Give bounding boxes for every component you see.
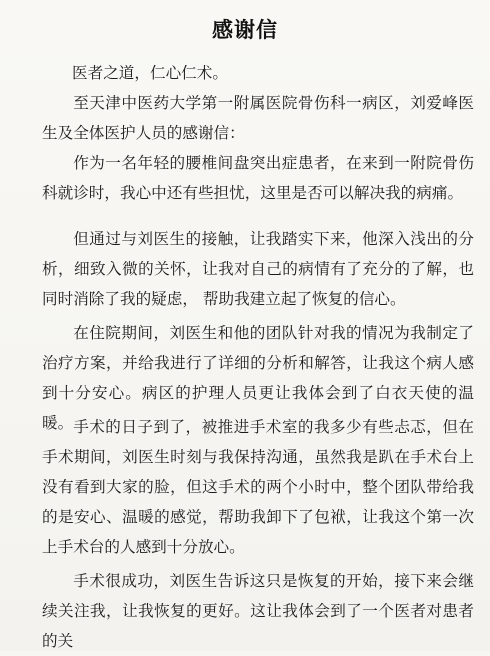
body-paragraph-5: 手术很成功，刘医生告诉这只是恢复的开始，接下来会继续关注我，让我恢复的更好。这让我体会到了一个医者对患者的关 [42,572,474,650]
body-paragraph-3: 在住院期间，刘医生和他的团队针对我的情况为我制定了治疗方案，并给我进行了详细的分析和解答，让我这个病人感到十分安心。病区的护理人员更让我体会到了白衣天使的温暖。 [42,324,474,432]
body-paragraph-2: 但通过与刘医生的接触，让我踏实下来，他深入浅出的分析，细致入微的关怀，让我对自己的病情有了充分的了解，也同时消除了我的疑虑， 帮助我建立起了恢复的信心。 [42,230,474,308]
body-paragraph-4: 手术的日子到了，被推进手术室的我多少有些忐忑，但在手术期间，刘医生时刻与我保持沟通，虽然我是趴在手术台上没有看到大家的脸，但这手术的两个小时中，整个团队带给我的是安心、温暖的感觉，帮助我卸下了包袱，让我这个第一次上手术台的人感到十分放心。 [42,418,474,556]
body-paragraph-1: 作为一名年轻的腰椎间盘突出症患者，在来到一附院骨伤科就诊时，我心中还有些担忧，这里是否可以解决我的病痛。 [42,154,474,202]
salutation-paragraph: 至天津中医药大学第一附属医院骨伤科一病区，刘爱峰医生及全体医护人员的感谢信： [42,94,474,142]
letter-title: 感谢信 [212,18,278,42]
opening-motto: 医者之道，仁心仁术。 [72,64,228,82]
